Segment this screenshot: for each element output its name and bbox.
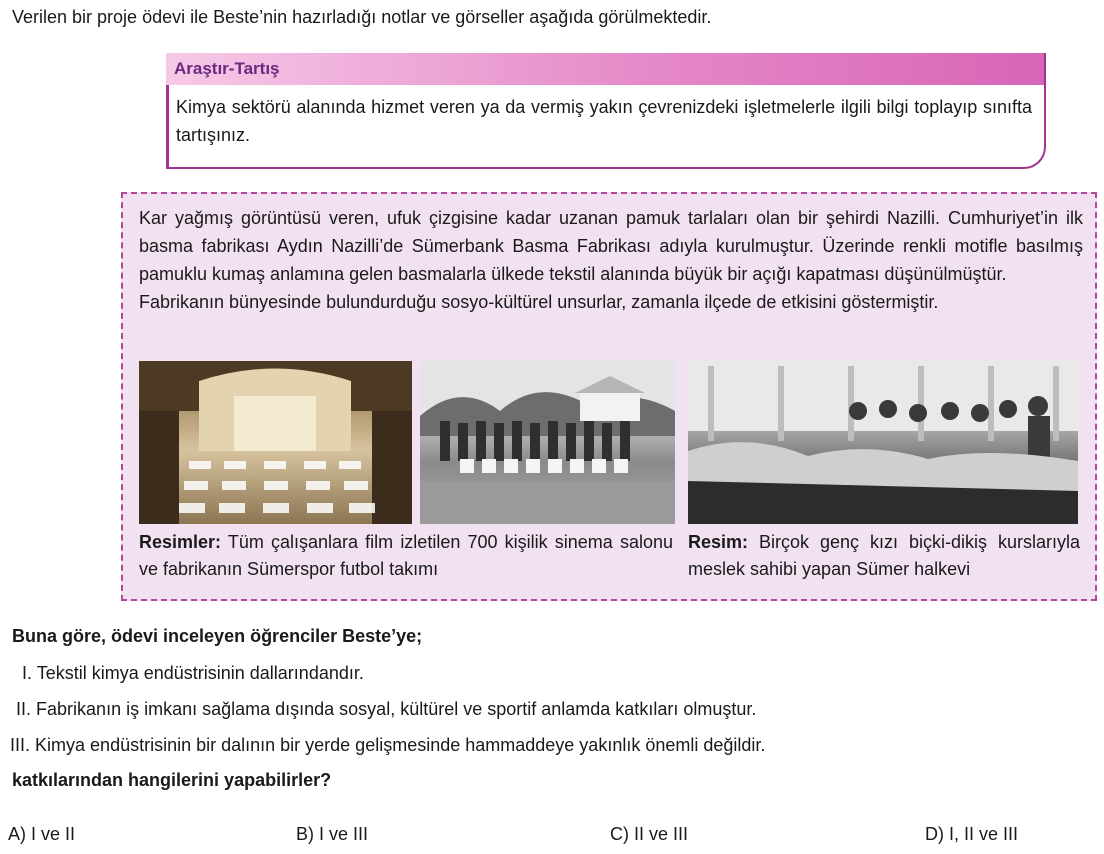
caption-left-label: Resimler: — [139, 532, 222, 552]
research-left-bar — [166, 85, 169, 167]
question-end: katkılarından hangilerini yapabilirler? — [12, 770, 332, 790]
caption-right-label: Resim: — [688, 532, 749, 552]
intro-text: Verilen bir proje ödevi ile Beste’nin hazırladığı notlar ve görseller aşağıda görülmektedir. — [12, 7, 712, 27]
research-header — [166, 53, 1044, 85]
caption-right-text: Birçok genç kızı biçki-dikiş kurslarıyla meslek sahibi yapan Sümer halkevi — [688, 532, 1080, 579]
research-discuss-box — [166, 53, 1046, 169]
statement-number: III. — [10, 735, 31, 755]
question-stem: Buna göre, ödevi inceleyen öğrenciler Beste’ye; — [12, 626, 423, 646]
statement-text: Tekstil kimya endüstrisinin dallarındandır. — [36, 663, 364, 683]
research-title: Araştır-Tartış — [174, 59, 280, 78]
statement-text: Fabrikanın iş imkanı sağlama dışında sosyal, kültürel ve sportif anlamda katkıları olmuştur. — [36, 699, 757, 719]
statement-2 — [16, 698, 756, 720]
story-text — [139, 204, 1083, 316]
statement-3 — [10, 734, 765, 756]
story-box — [121, 192, 1097, 601]
statement-number: I. — [22, 663, 33, 683]
statement-number: II. — [16, 699, 32, 719]
story-paragraph-2: Fabrikanın bünyesinde bulundurduğu sosyo-kültürel unsurlar, zamanla ilçede de etkisini göstermiştir. — [139, 292, 939, 312]
option-b[interactable]: B) I ve III — [296, 824, 369, 844]
story-paragraph-1: Kar yağmış görüntüsü veren, ufuk çizgisine kadar uzanan pamuk tarlaları olan bir şehirdi Nazilli. Cumhuriyet’in ilk basma fabrikası Aydın Nazilli’de Sümerbank Basma Fabrikası adıyla kurulmuştur. Üzerinde renkli motifle basılmış pamuklu kumaş anlamına gelen basmalarla ülkede tekstil alanında büyük bir açığı kapatması düşünülmüştür. — [139, 208, 1083, 284]
option-d[interactable]: D) I, II ve III — [925, 824, 1019, 844]
cinema-hall-photo — [139, 361, 412, 524]
caption-left-text: Tüm çalışanlara film izletilen 700 kişilik sinema salonu ve fabrikanın Sümerspor futbol takımı — [139, 532, 673, 579]
football-team-photo — [420, 361, 675, 524]
option-a[interactable]: A) I ve II — [8, 824, 76, 844]
statement-text: Kimya endüstrisinin bir dalının bir yerde gelişmesinde hammaddeye yakınlık önemli değildir. — [35, 735, 766, 755]
halkevi-sewing-course-photo — [688, 361, 1078, 524]
caption-left — [139, 529, 673, 583]
statement-1 — [22, 662, 364, 684]
option-c[interactable]: C) II ve III — [610, 824, 689, 844]
caption-right — [688, 529, 1080, 583]
research-text: Kimya sektörü alanında hizmet veren ya da vermiş yakın çevrenizdeki işletmelerle ilgili bilgi toplayıp sınıfta tartışınız. — [176, 97, 1032, 145]
